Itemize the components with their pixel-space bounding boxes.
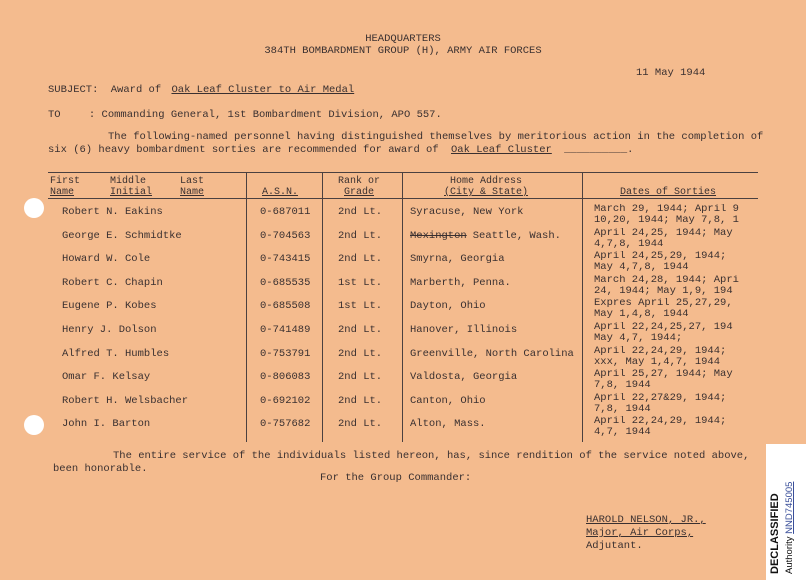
stamp-text — [769, 482, 795, 574]
row-rank: 1st Lt. — [338, 277, 383, 289]
row-home — [410, 371, 517, 383]
row-name: John I. Barton — [62, 418, 151, 430]
row-dates — [594, 393, 760, 415]
signature-name: HAROLD NELSON, JR., — [586, 514, 706, 526]
row-dates-line: 4,7,8, 1944 — [594, 238, 664, 250]
stamp-title: DECLASSIFIED — [769, 493, 781, 574]
row-home-text: Alton, Mass. — [410, 418, 486, 430]
row-asn: 0-741489 — [260, 324, 311, 336]
header-first-name: First Name — [50, 176, 81, 198]
row-rank: 2nd Lt. — [338, 253, 383, 265]
row-asn: 0-753791 — [260, 348, 311, 360]
stamp-authority: Authority NND745005 — [784, 481, 795, 574]
row-home — [410, 395, 486, 407]
row-name: Robert C. Chapin — [62, 277, 163, 289]
row-home — [410, 348, 574, 360]
intro-line2-prefix: six (6) heavy bombardment sorties are recommended for award of — [48, 144, 439, 156]
row-rank: 2nd Lt. — [338, 348, 383, 360]
row-name: Howard W. Cole — [62, 253, 151, 265]
row-dates-line: xxx, May 1,4,7, 1944 — [594, 356, 721, 368]
intro-line1: The following-named personnel having distinguished themselves by meritorious action in the completion of — [108, 131, 764, 143]
row-home-text: Smyrna, Georgia — [410, 253, 505, 265]
row-dates-line: May 4,7,8, 1944 — [594, 261, 689, 273]
row-dates — [594, 298, 760, 320]
row-asn: 0-685508 — [260, 300, 311, 312]
row-dates — [594, 346, 760, 368]
row-rank: 1st Lt. — [338, 300, 383, 312]
row-dates-line: 7,8, 1944 — [594, 379, 651, 391]
row-home — [410, 253, 505, 265]
for-group-commander: For the Group Commander: — [320, 472, 472, 484]
row-dates-line: March 24,28, 1944; Apri — [594, 275, 739, 286]
row-asn: 0-704563 — [260, 230, 311, 242]
row-home-text: Syracuse, New York — [410, 206, 524, 218]
to-line — [48, 109, 442, 121]
closing-line2: been honorable. — [53, 463, 148, 475]
row-home — [410, 277, 511, 289]
row-rank: 2nd Lt. — [338, 371, 383, 383]
row-home-text: Marberth, Penna. — [410, 277, 511, 289]
row-rank: 2nd Lt. — [338, 230, 383, 242]
col-divider-1 — [246, 172, 247, 442]
row-dates-line: April 24,25, 1944; May — [594, 228, 733, 239]
col-divider-2 — [322, 172, 323, 442]
col-divider-4 — [582, 172, 583, 442]
row-asn: 0-685535 — [260, 277, 311, 289]
header-rank-grade: Rank or Grade — [338, 176, 381, 198]
header-line1: HEADQUARTERS — [365, 33, 441, 45]
row-asn: 0-687011 — [260, 206, 311, 218]
row-rank: 2nd Lt. — [338, 206, 383, 218]
row-dates — [594, 416, 760, 438]
signature-rank: Major, Air Corps, — [586, 527, 694, 539]
row-name: Henry J. Dolson — [62, 324, 157, 336]
row-name: Omar F. Kelsay — [62, 371, 151, 383]
header-line2: 384TH BOMBARDMENT GROUP (H), ARMY AIR FORCES — [264, 45, 542, 57]
table-header-rule — [48, 198, 758, 199]
subject-award: Oak Leaf Cluster to Air Medal — [171, 84, 355, 96]
subject-label: SUBJECT: — [48, 84, 99, 96]
punch-hole-top — [24, 198, 44, 218]
row-home — [410, 418, 486, 430]
row-home-text: Greenville, North Carolina — [410, 348, 574, 360]
header-asn: A.S.N. — [262, 187, 299, 198]
row-home-text: Canton, Ohio — [410, 395, 486, 407]
signature-title: Adjutant. — [586, 540, 643, 552]
subject-prefix: Award of — [110, 84, 162, 96]
to-text: : Commanding General, 1st Bombardment Division, APO 557. — [88, 109, 442, 121]
header-last-name: Last Name — [180, 176, 205, 198]
row-dates-line: 4,7, 1944 — [594, 426, 651, 438]
row-dates — [594, 322, 760, 344]
row-asn: 0-806083 — [260, 371, 311, 383]
header-dates-of-sorties: Dates of Sorties — [620, 187, 717, 198]
row-dates-line: 10,20, 1944; May 7,8, 1 — [594, 214, 739, 226]
row-asn: 0-692102 — [260, 395, 311, 407]
header-home-address: Home Address (City & State) — [444, 176, 529, 198]
row-dates-line: Expres April 25,27,29, — [594, 298, 733, 309]
row-dates-line: 7,8, 1944 — [594, 403, 651, 415]
row-dates-line: March 29, 1944; April 9 — [594, 204, 739, 215]
intro-award: Oak Leaf Cluster — [450, 144, 552, 156]
row-dates-line: April 24,25,29, 1944; — [594, 251, 727, 262]
row-home — [410, 206, 523, 218]
row-name: George E. Schmidtke — [62, 230, 182, 242]
closing-line1: The entire service of the individuals listed hereon, has, since rendition of the service noted above, — [113, 450, 750, 462]
row-dates-line: April 22,27&29, 1944; — [594, 393, 727, 404]
row-dates-line: May 1,4,8, 1944 — [594, 308, 689, 320]
col-divider-3 — [402, 172, 403, 442]
row-dates — [594, 204, 760, 226]
row-rank: 2nd Lt. — [338, 395, 383, 407]
row-dates-line: 24, 1944; May 1,9, 194 — [594, 285, 733, 297]
row-dates — [594, 228, 760, 250]
intro-line2 — [48, 144, 633, 156]
subject-line — [48, 84, 354, 96]
row-name: Robert H. Welsbacher — [62, 395, 189, 407]
row-rank: 2nd Lt. — [338, 324, 383, 336]
row-dates-line: April 22,24,29, 1944; — [594, 346, 727, 357]
row-home-text: Dayton, Ohio — [410, 300, 486, 312]
row-home-text: Seattle, Wash. — [472, 230, 561, 242]
row-name: Eugene P. Kobes — [62, 300, 157, 312]
row-home-text: Hanover, Illinois — [410, 324, 518, 336]
row-dates-line: April 25,27, 1944; May — [594, 369, 733, 380]
to-label: TO — [48, 109, 61, 121]
row-dates-line: May 4,7, 1944; — [594, 332, 683, 344]
header-middle-initial: Middle Initial — [110, 176, 153, 198]
document-date: 11 May 1944 — [636, 67, 706, 79]
row-dates-line: April 22,24,25,27, 194 — [594, 322, 733, 333]
row-home-text: Valdosta, Georgia — [410, 371, 518, 383]
table-top-rule — [48, 172, 758, 173]
row-dates — [594, 251, 760, 273]
intro-line2-suffix: __________. — [564, 144, 634, 156]
row-name: Robert N. Eakins — [62, 206, 163, 218]
stamp-authority-number: NND745005 — [784, 481, 795, 534]
row-dates-line: April 22,24,29, 1944; — [594, 416, 727, 427]
declassified-stamp — [766, 444, 806, 580]
row-asn: 0-743415 — [260, 253, 311, 265]
punch-hole-bottom — [24, 415, 44, 435]
row-name: Alfred T. Humbles — [62, 348, 170, 360]
row-home — [410, 300, 486, 312]
row-home-struck: Mexington — [410, 230, 467, 242]
row-dates — [594, 369, 760, 391]
row-asn: 0-757682 — [260, 418, 311, 430]
row-dates — [594, 275, 760, 297]
row-home — [410, 230, 561, 242]
row-rank: 2nd Lt. — [338, 418, 383, 430]
row-home — [410, 324, 517, 336]
